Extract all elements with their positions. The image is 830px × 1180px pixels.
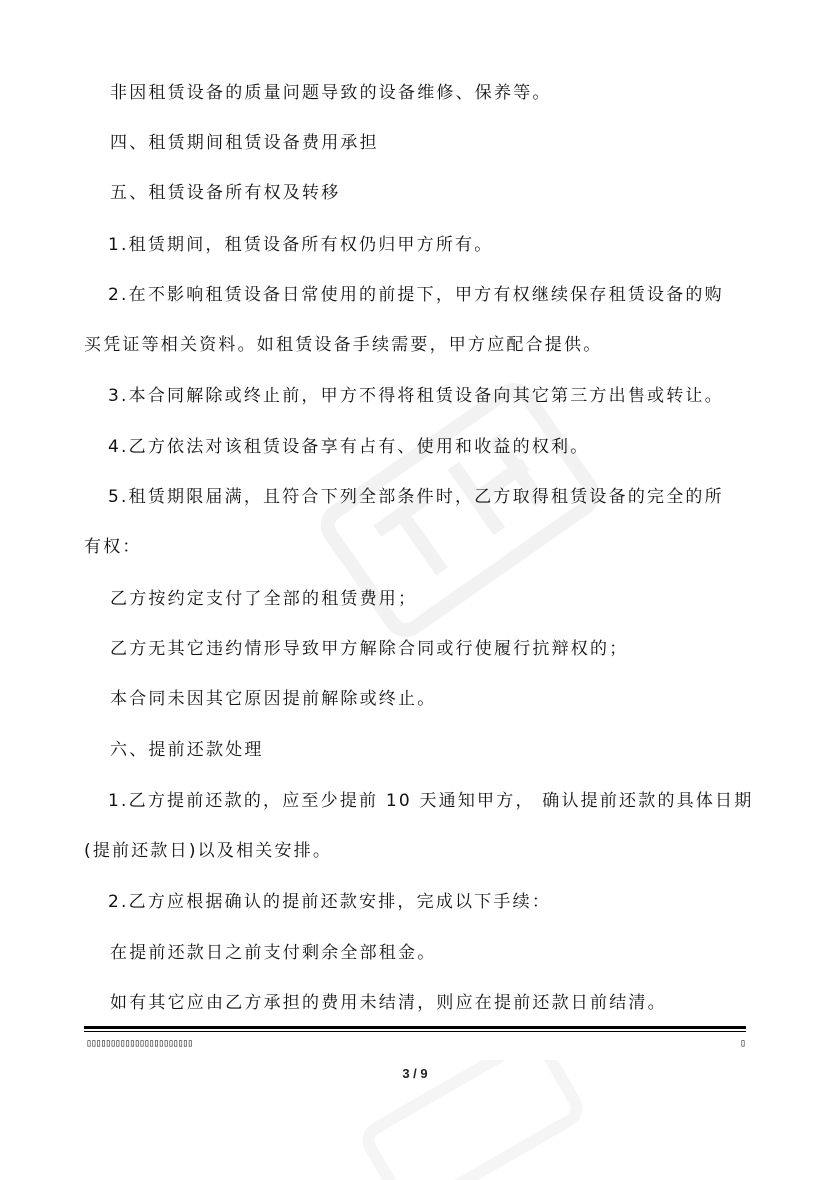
condition-item: 乙方按约定支付了全部的租赁费用； [110,589,418,609]
text-line: 在提前还款日之前支付剩余全部租金。 [110,943,437,963]
text-line: 如有其它应由乙方承担的费用未结清，则应在提前还款日前结清。 [110,993,667,1013]
clause-item: 5.租赁期限届满，且符合下列全部条件时，乙方取得租赁设备的完全的所 [108,487,724,507]
text-line: 有权： [84,537,142,557]
footer-right-text: ▯ [740,1038,747,1049]
section-heading: 六、提前还款处理 [110,740,264,760]
condition-item: 本合同未因其它原因提前解除或终止。 [110,689,437,709]
clause-item: 1.租赁期间，租赁设备所有权仍归甲方所有。 [108,235,494,255]
clause-item: 4.乙方依法对该租赁设备享有占有、使用和收益的权利。 [108,437,590,457]
section-heading: 四、租赁期间租赁设备费用承担 [110,133,379,153]
footer-divider-thin [84,1031,746,1032]
section-heading: 五、租赁设备所有权及转移 [110,183,341,203]
text-line: (提前还款日)以及相关安排。 [84,841,333,861]
footer-divider [84,1026,746,1029]
clause-item: 3.本合同解除或终止前，甲方不得将租赁设备向其它第三方出售或转让。 [108,386,724,406]
clause-item: 1.乙方提前还款的，应至少提前 10 天通知甲方， 确认提前还款的具体日期 [108,791,754,811]
clause-item: 2.在不影响租赁设备日常使用的前提下，甲方有权继续保存租赁设备的购 [108,285,724,305]
footer-left-text: ▯▯▯▯▯▯▯▯▯▯▯▯▯▯▯▯▯▯▯▯▯▯ [86,1038,193,1049]
page-number: 3 / 9 [402,1066,428,1081]
clause-item: 2.乙方应根据确认的提前还款安排，完成以下手续： [108,892,552,912]
text-line: 非因租赁设备的质量问题导致的设备维修、保养等。 [110,83,552,103]
condition-item: 乙方无其它违约情形导致甲方解除合同或行使履行抗辩权的； [110,639,629,659]
text-line: 买凭证等相关资料。如租赁设备手续需要，甲方应配合提供。 [84,335,603,355]
